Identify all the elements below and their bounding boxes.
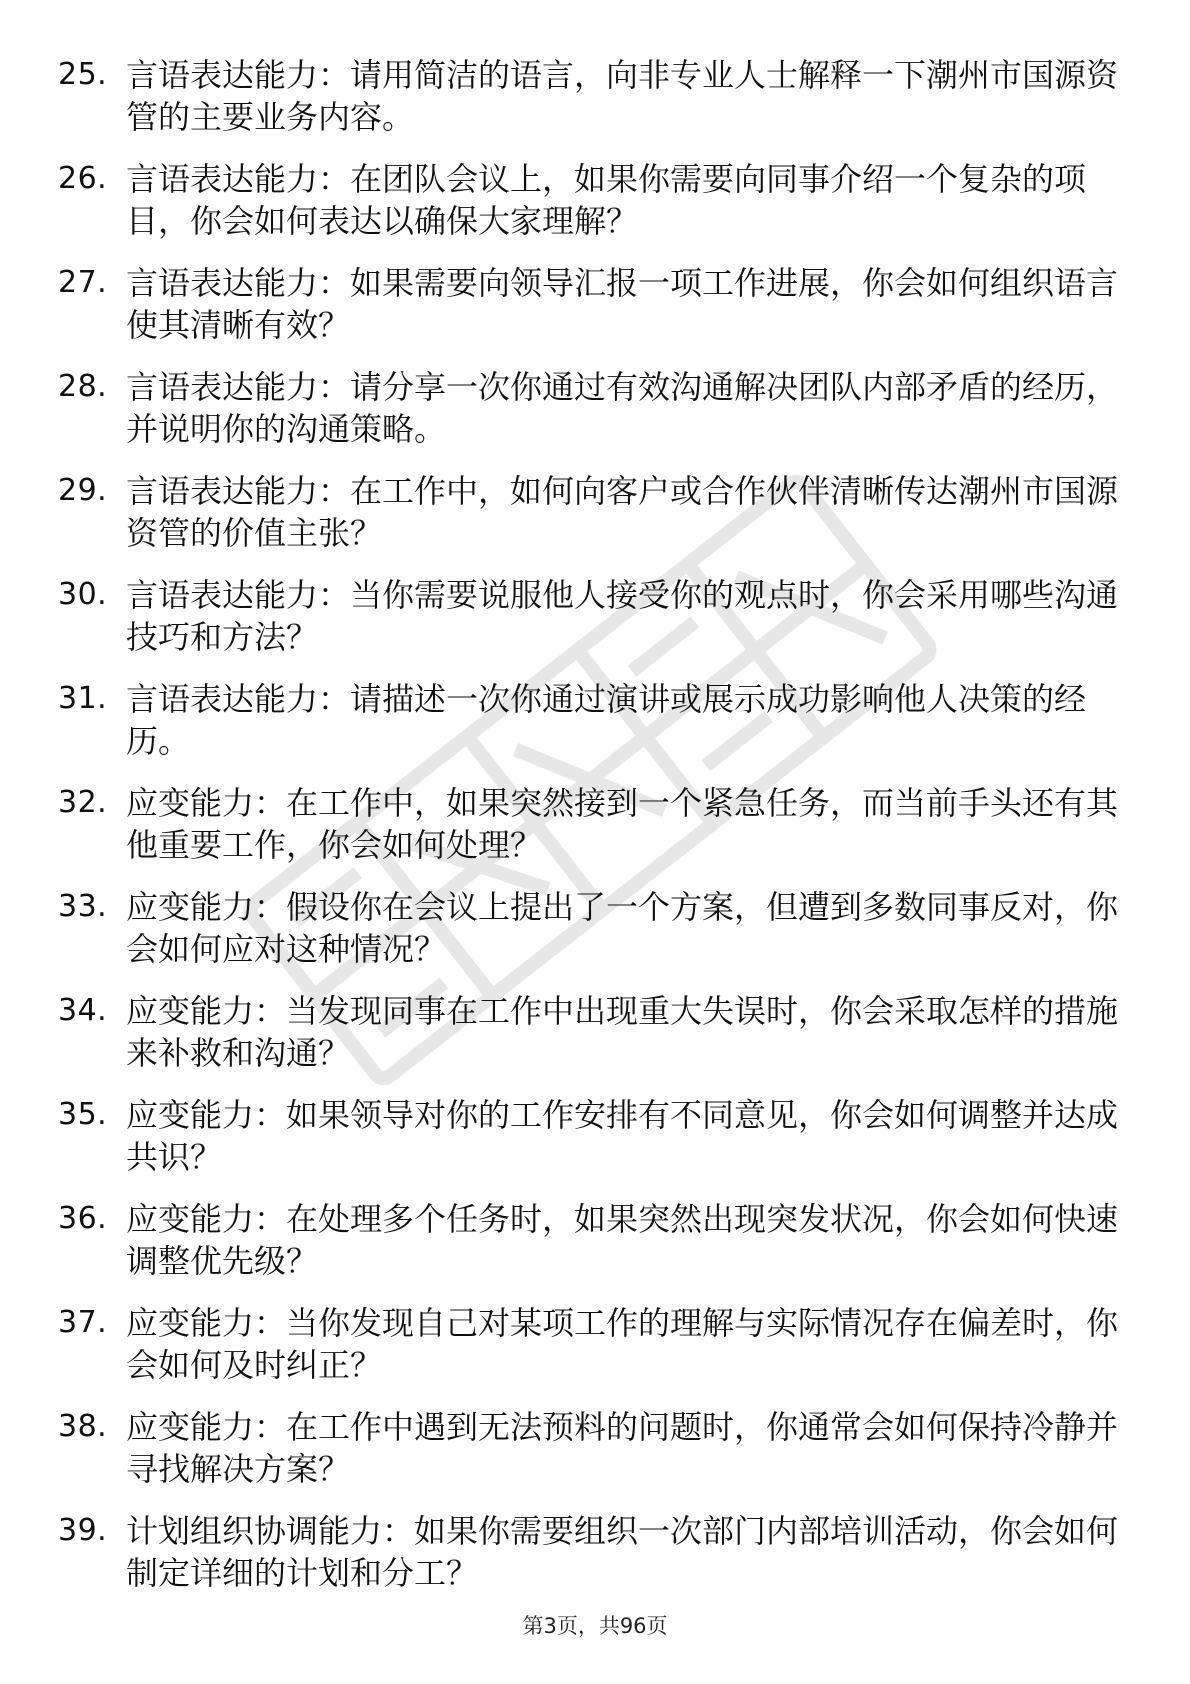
list-item [58,1198,1118,1302]
question-number: 33. [58,889,108,924]
question-number: 31. [58,681,108,716]
question-number: 32. [58,785,108,820]
question-list [58,54,1118,1614]
question-text: 言语表达能力：如果需要向领导汇报一项工作进展，你会如何组织语言使其清晰有效？ [126,264,1119,344]
question-text: 应变能力：如果领导对你的工作安排有不同意见，你会如何调整并达成共识？ [126,1096,1119,1176]
list-item [58,262,1118,366]
question-number: 34. [58,993,108,1028]
list-item [58,366,1118,470]
list-item [58,1302,1118,1406]
list-item [58,470,1118,574]
list-item [58,1406,1118,1510]
question-number: 26. [58,161,108,196]
question-number: 28. [58,369,108,404]
list-item [58,782,1118,886]
page-footer: 第3页，共96页 [522,1614,668,1638]
list-item [58,1510,1118,1614]
question-text: 应变能力：假设你在会议上提出了一个方案，但遭到多数同事反对，你会如何应对这种情况？ [126,888,1119,968]
question-text: 应变能力：在处理多个任务时，如果突然出现突发状况，你会如何快速调整优先级？ [126,1200,1119,1280]
question-text: 言语表达能力：请描述一次你通过演讲或展示成功影响他人决策的经历。 [126,680,1087,760]
question-number: 27. [58,265,108,300]
question-text: 应变能力：当你发现自己对某项工作的理解与实际情况存在偏差时，你会如何及时纠正？ [126,1304,1119,1384]
question-text: 计划组织协调能力：如果你需要组织一次部门内部培训活动，你会如何制定详细的计划和分工？ [126,1512,1119,1592]
question-number: 25. [58,57,108,92]
list-item [58,574,1118,678]
question-text: 言语表达能力：请用简洁的语言，向非专业人士解释一下潮州市国源资管的主要业务内容。 [126,56,1119,136]
question-number: 35. [58,1097,108,1132]
question-number: 30. [58,577,108,612]
question-text: 言语表达能力：请分享一次你通过有效沟通解决团队内部矛盾的经历，并说明你的沟通策略。 [126,368,1119,448]
question-number: 37. [58,1305,108,1340]
question-text: 言语表达能力：在团队会议上，如果你需要向同事介绍一个复杂的项目，你会如何表达以确保大家理解？ [126,160,1087,240]
list-item [58,158,1118,262]
question-text: 言语表达能力：在工作中，如何向客户或合作伙伴清晰传达潮州市国源资管的价值主张？ [126,472,1119,552]
question-number: 36. [58,1201,108,1236]
list-item [58,678,1118,782]
question-number: 39. [58,1513,108,1548]
list-item [58,886,1118,990]
question-number: 38. [58,1409,108,1444]
question-number: 29. [58,473,108,508]
list-item [58,990,1118,1094]
question-text: 应变能力：在工作中遇到无法预料的问题时，你通常会如何保持冷静并寻找解决方案？ [126,1408,1119,1488]
list-item [58,1094,1118,1198]
question-text: 言语表达能力：当你需要说服他人接受你的观点时，你会采用哪些沟通技巧和方法？ [126,576,1119,656]
question-text: 应变能力：当发现同事在工作中出现重大失误时，你会采取怎样的措施来补救和沟通？ [126,992,1119,1072]
question-text: 应变能力：在工作中，如果突然接到一个紧急任务，而当前手头还有其他重要工作，你会如何处理？ [126,784,1119,864]
list-item [58,54,1118,158]
